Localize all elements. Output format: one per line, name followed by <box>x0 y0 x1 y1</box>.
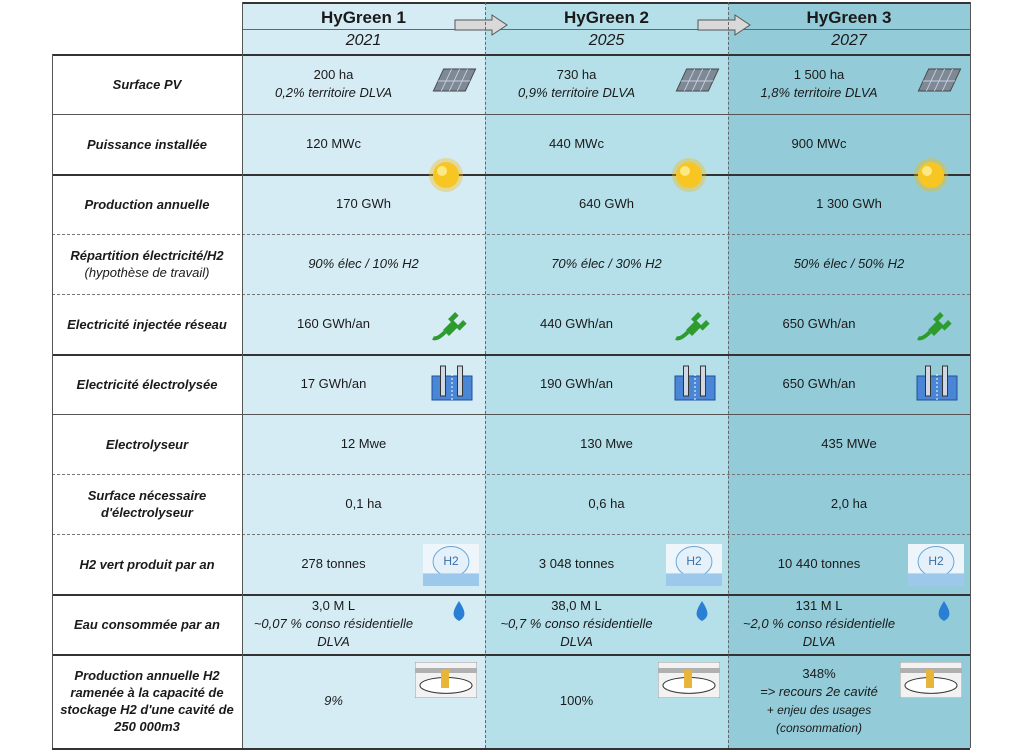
row-label-text: Electricité électrolysée <box>76 376 218 392</box>
table-cell <box>242 294 425 354</box>
row-label <box>52 234 242 294</box>
header-divider <box>728 29 970 30</box>
table-cell <box>242 234 485 294</box>
grid-line <box>728 2 729 748</box>
cell-note: 1,8% territoire DLVA <box>760 85 878 100</box>
table-cell <box>485 354 668 414</box>
cell-note: 0,2% territoire DLVA <box>274 85 393 100</box>
table-row <box>52 234 970 294</box>
table-cell <box>242 654 425 748</box>
row-separator <box>52 474 970 475</box>
row-separator <box>52 594 970 596</box>
cell-value: 3 048 tonnes <box>538 556 615 571</box>
row-label-text: Electrolyseur <box>105 436 189 452</box>
plug-icon <box>672 304 712 342</box>
table-cell <box>728 414 970 474</box>
cell-note: ~0,07 % conso résidentielle DLVA <box>253 616 414 649</box>
row-label <box>52 54 242 114</box>
header-name: HyGreen 1 <box>320 8 407 27</box>
water-drop-icon <box>694 600 710 622</box>
table-cell <box>242 54 425 114</box>
header-year: 2021 <box>345 32 382 49</box>
h2-icon <box>666 544 722 586</box>
cell-value: 440 MWc <box>549 136 604 151</box>
row-label <box>52 414 242 474</box>
header-name: HyGreen 2 <box>563 8 650 27</box>
table-cell <box>242 114 425 174</box>
table-cell <box>485 654 668 748</box>
cell-value: 435 MWe <box>821 436 877 451</box>
row-label-text: Surface nécessaire d'électrolyseur <box>87 488 207 520</box>
row-separator <box>52 174 970 176</box>
row-label <box>52 654 242 748</box>
grid-line <box>970 2 971 748</box>
table-row <box>52 594 970 654</box>
cell-value: 0,1 ha <box>345 496 382 511</box>
cell-value: 1 500 ha <box>793 67 845 82</box>
table-cell <box>728 354 910 414</box>
row-label-text: Production annuelle H2 ramenée à la capacité de stockage H2 d'une cavité de 250 000m3 <box>60 668 234 734</box>
electrolyser-icon <box>672 364 718 404</box>
cell-value: 38,0 M L <box>551 598 602 613</box>
svg-text:H2: H2 <box>686 554 702 568</box>
table-cell <box>485 294 668 354</box>
row-label-text: Production annuelle <box>84 196 210 212</box>
arrow-right-icon <box>697 14 751 36</box>
grid-line <box>52 54 53 748</box>
header-divider <box>242 29 485 30</box>
cell-value: 640 GWh <box>579 196 634 211</box>
table-cell <box>242 414 485 474</box>
row-separator <box>52 54 970 56</box>
plug-icon <box>429 304 469 342</box>
svg-text:H2: H2 <box>928 554 944 568</box>
cell-value: 17 GWh/an <box>300 376 367 391</box>
sun-icon <box>670 156 708 194</box>
electrolyser-icon <box>914 364 960 404</box>
svg-text:H2: H2 <box>443 554 459 568</box>
cell-value: 0,6 ha <box>588 496 625 511</box>
cell-note: + enjeu des usages (consommation) <box>766 703 872 735</box>
h2-icon <box>908 544 964 586</box>
cell-value: 900 MWc <box>791 136 847 151</box>
cell-note: => recours 2e cavité <box>760 684 878 699</box>
row-label-text: Surface PV <box>112 76 182 92</box>
cell-value: 278 tonnes <box>301 556 366 571</box>
table-cell <box>485 594 668 654</box>
cavity-icon <box>658 662 720 698</box>
cell-value: 100% <box>559 693 594 708</box>
table-cell <box>728 294 910 354</box>
row-label-text: Electricité injectée réseau <box>67 316 227 332</box>
cell-note: 0,9% territoire DLVA <box>517 85 636 100</box>
row-separator <box>52 114 970 115</box>
table-cell <box>728 594 910 654</box>
row-separator <box>52 294 970 295</box>
row-label-text: Eau consommée par an <box>74 616 220 632</box>
table-cell <box>485 534 668 594</box>
table-row <box>52 174 970 234</box>
cell-value: 1 300 GWh <box>816 196 882 211</box>
row-label <box>52 294 242 354</box>
sun-icon <box>427 156 465 194</box>
table-cell <box>485 54 668 114</box>
cell-note: 90% élec / 10% H2 <box>308 256 419 271</box>
table-cell <box>485 474 728 534</box>
cell-value: 200 ha <box>313 67 354 82</box>
row-label-sub: (hypothèse de travail) <box>84 265 210 280</box>
cell-value: 348% <box>802 666 836 681</box>
cell-value: 440 GWh/an <box>540 316 613 331</box>
table-row <box>52 114 970 174</box>
table-row <box>52 474 970 534</box>
cell-value: 120 MWc <box>306 136 361 151</box>
cell-value: 650 GWh/an <box>782 376 856 391</box>
table-cell <box>728 234 970 294</box>
table-cell <box>485 414 728 474</box>
plug-icon <box>914 304 954 342</box>
row-separator <box>52 414 970 415</box>
table-cell <box>242 534 425 594</box>
row-separator <box>52 534 970 535</box>
cell-value: 190 GWh/an <box>540 376 613 391</box>
solar-panel-icon <box>429 66 481 96</box>
cell-value: 10 440 tonnes <box>777 556 861 571</box>
table-cell <box>728 534 910 594</box>
cell-value: 12 Mwe <box>340 436 387 451</box>
row-label <box>52 474 242 534</box>
row-label-text: Puissance installée <box>87 136 207 152</box>
table-row <box>52 294 970 354</box>
arrow-right-icon <box>454 14 508 36</box>
table-cell <box>242 594 425 654</box>
cell-value: 130 Mwe <box>580 436 633 451</box>
table-row <box>52 654 970 748</box>
table-cell <box>728 54 910 114</box>
table-cell <box>728 474 970 534</box>
table-row <box>52 354 970 414</box>
header-divider <box>485 29 728 30</box>
row-label <box>52 174 242 234</box>
row-label <box>52 354 242 414</box>
row-separator <box>52 654 970 656</box>
cell-value: 2,0 ha <box>830 496 868 511</box>
cell-note: ~2,0 % conso résidentielle DLVA <box>742 616 896 649</box>
row-label <box>52 594 242 654</box>
row-label <box>52 114 242 174</box>
header-name: HyGreen 3 <box>806 8 892 27</box>
table-cell <box>242 474 485 534</box>
water-drop-icon <box>451 600 467 622</box>
table-cell <box>728 654 910 748</box>
row-separator <box>52 234 970 235</box>
hygreen-comparison-table <box>52 2 970 748</box>
cavity-icon <box>415 662 477 698</box>
row-label-text: H2 vert produit par an <box>79 556 215 572</box>
cell-value: 170 GWh <box>336 196 391 211</box>
header-year: 2027 <box>831 32 867 49</box>
solar-panel-icon <box>914 66 966 96</box>
header-year: 2025 <box>588 32 625 49</box>
cell-note: 50% élec / 50% H2 <box>793 256 905 271</box>
grid-line <box>485 2 486 748</box>
row-separator <box>52 748 970 750</box>
table-cell <box>242 354 425 414</box>
cell-value: 3,0 M L <box>311 598 356 613</box>
cell-note: 9% <box>324 693 343 708</box>
cell-value: 160 GWh/an <box>297 316 370 331</box>
electrolyser-icon <box>429 364 475 404</box>
table-cell <box>485 114 668 174</box>
sun-icon <box>912 156 950 194</box>
table-cell <box>728 114 910 174</box>
table-row <box>52 534 970 594</box>
header-hygreen1 <box>242 2 485 56</box>
solar-panel-icon <box>672 66 724 96</box>
h2-icon <box>423 544 479 586</box>
water-drop-icon <box>936 600 952 622</box>
header-hygreen3 <box>728 2 970 56</box>
header-hygreen2 <box>485 2 728 56</box>
cell-value: 650 GWh/an <box>782 316 856 331</box>
row-separator <box>52 354 970 356</box>
grid-line <box>242 2 243 748</box>
table-cell <box>485 234 728 294</box>
table-row <box>52 414 970 474</box>
table-row <box>52 54 970 114</box>
cell-value: 131 M L <box>795 598 843 613</box>
cell-note: ~0,7 % conso résidentielle DLVA <box>500 616 653 649</box>
cell-value: 730 ha <box>556 67 597 82</box>
cavity-icon <box>900 662 962 698</box>
row-label <box>52 534 242 594</box>
row-label-text: Répartition électricité/H2 <box>70 248 224 263</box>
cell-note: 70% élec / 30% H2 <box>551 256 662 271</box>
